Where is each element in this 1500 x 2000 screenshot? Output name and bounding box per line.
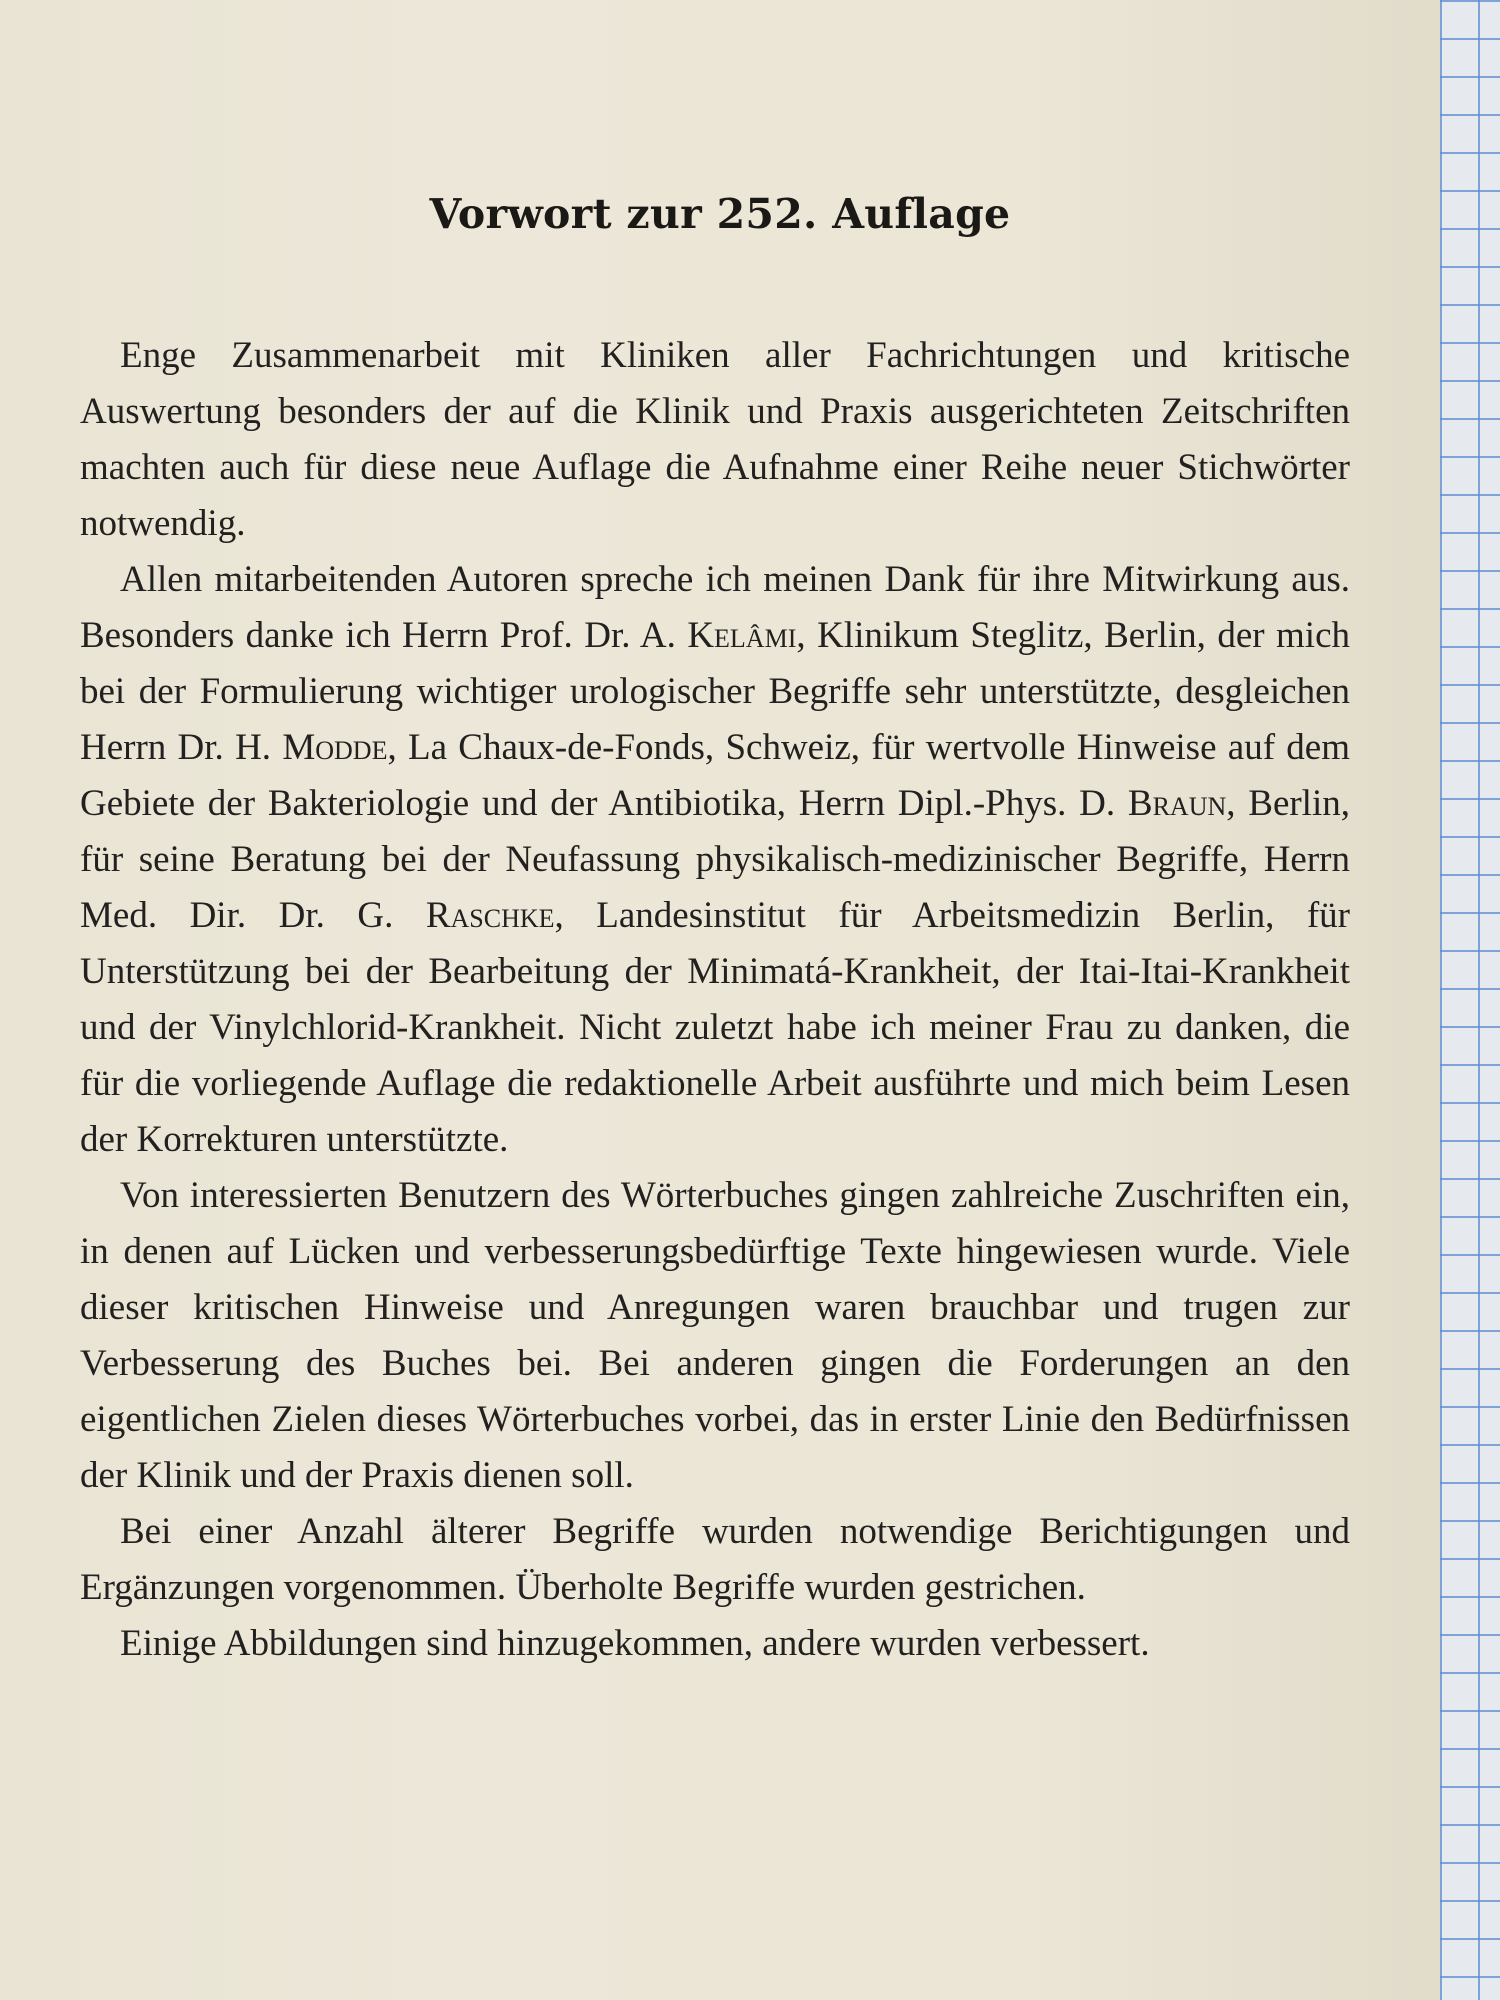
person-name-braun: Braun <box>1127 783 1227 824</box>
graph-paper-background <box>1440 0 1500 2000</box>
paragraph-2 <box>80 552 1350 1168</box>
person-name-kelami: Kelâmi <box>687 615 797 656</box>
paragraph-1: Enge Zusammenarbeit mit Kliniken aller Fachrichtungen und kritische Auswertung besonders der auf die Klinik und Praxis ausgerichteten Zeitschriften machten auch für diese neue Auflage die Aufnahme einer Reihe neuer Stichwörter notwendig. <box>80 335 1350 544</box>
person-name-modde: Modde <box>282 727 388 768</box>
person-name-raschke: Raschke <box>425 895 555 936</box>
paragraph-4: Bei einer Anzahl älterer Begriffe wurden notwendige Berichtigungen und Ergänzungen vorgenommen. Überholte Begriffe wurden gestrichen. <box>80 1511 1350 1608</box>
paragraph-2-text-5: , Landesinstitut für Arbeitsmedizin Berlin, für Unterstützung bei der Bearbeitung der Minimatá-Krankheit, der Itai-Itai-Krankheit und der Vinylchlorid-Krankheit. Nicht zuletzt habe ich meiner Frau zu danken, die für die vorliegende Auflage die redaktionelle Arbeit ausführte und mich beim Lesen der Korrekturen unterstützte. <box>80 895 1350 1160</box>
preface-text <box>80 328 1350 1672</box>
paragraph-5: Einige Abbildungen sind hinzugekommen, andere wurden verbessert. <box>120 1623 1150 1664</box>
paragraph-2-text-4: , Berlin, für seine Beratung bei der Neufassung physikalisch-medizinischer Begriffe, Herrn Med. Dir. Dr. G. <box>80 783 1350 936</box>
paragraph-3: Von interessierten Benutzern des Wörterbuches gingen zahlreiche Zuschriften ein, in denen auf Lücken und verbesserungsbedürftige Texte hingewiesen wurde. Viele dieser kritischen Hinweise und Anregungen waren brauchbar und trugen zur Verbesserung des Buches bei. Bei anderen gingen die Forderungen an den eigentlichen Zielen dieses Wörterbuches vorbei, das in erster Linie den Bedürfnissen der Klinik und der Praxis dienen soll. <box>80 1175 1350 1496</box>
paragraph-2-text-3: , La Chaux-de-Fonds, Schweiz, für wertvolle Hinweise auf dem Gebiete der Bakteriologie und der Antibiotika, Herrn Dipl.-Phys. D. <box>80 727 1350 824</box>
paragraph-2-text-1: Allen mitarbeitenden Autoren spreche ich meinen Dank für ihre Mitwirkung aus. Besonders danke ich Herrn Prof. Dr. A. <box>80 559 1350 656</box>
paragraph-2-text-2: , Klinikum Steglitz, Berlin, der mich bei der Formulierung wichtiger urologischer Begriffe sehr unterstützte, desgleichen Herrn Dr. H. <box>80 615 1350 768</box>
page-title: Vorwort zur 252. Auflage <box>429 190 1011 238</box>
